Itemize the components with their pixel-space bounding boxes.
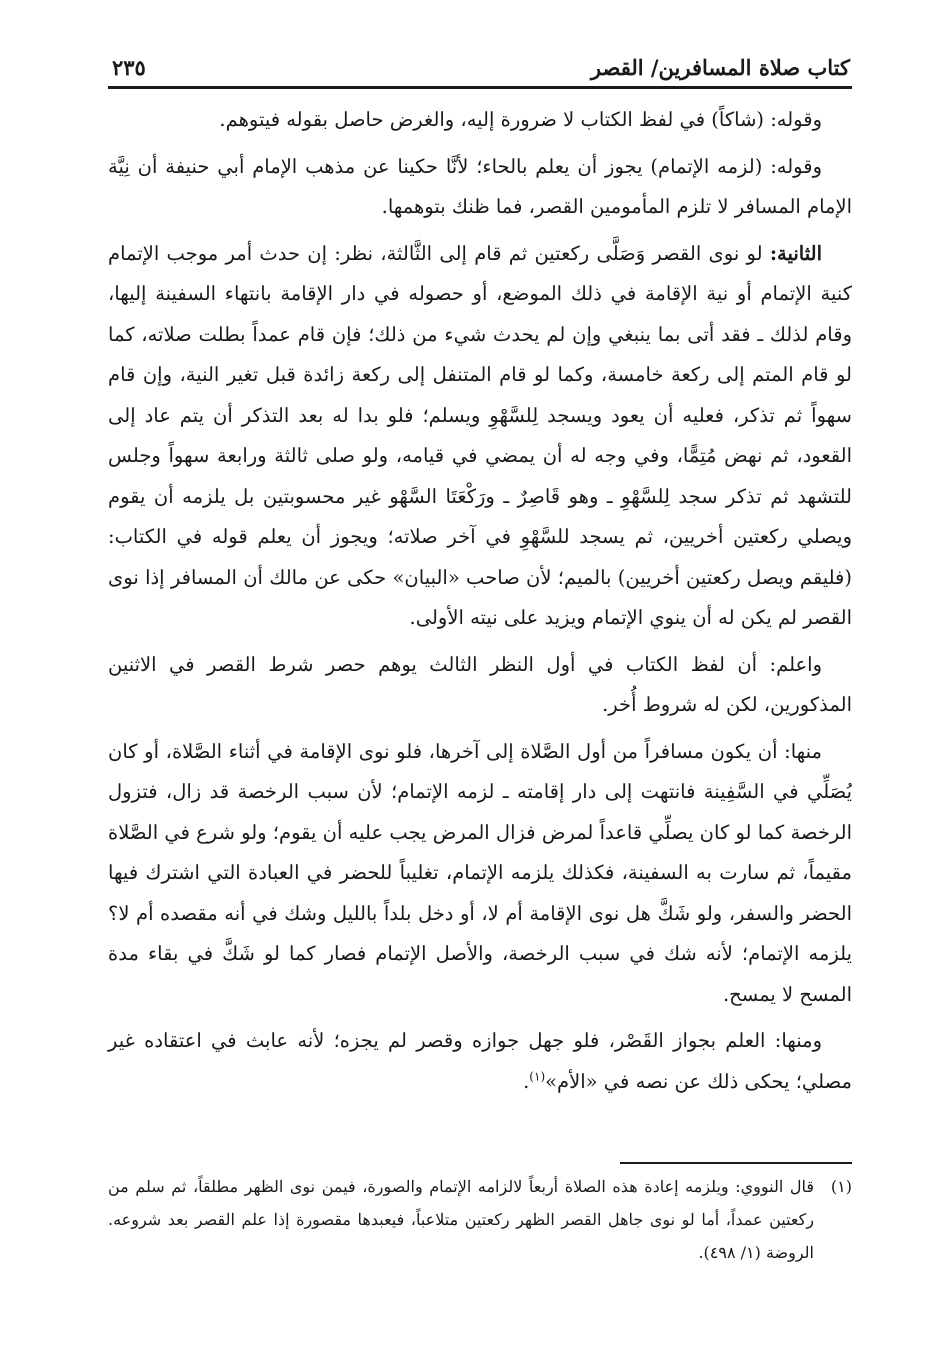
paragraph-text: وقوله: (شاكاً) في لفظ الكتاب لا ضرورة إليه، والغرض حاصل بقوله فيتوهم. (219, 108, 822, 131)
footnote-rule (620, 1162, 852, 1164)
paragraph-text: واعلم: أن لفظ الكتاب في أول النظر الثالث يوهم حصر شرط القصر في الاثنين المذكورين، لكن له شروط أُخر. (108, 652, 852, 716)
footnote-text: قال النووي: ويلزمه إعادة هذه الصلاة أربعاً لالزامه الإتمام والصورة، فيمن نوى الظهر مطلقاً، ثم سلم من ركعتين عمداً، أما لو نوى جاهل القصر الظهر ركعتين متلاعباً، فيعبدها مقصورة إذا علم القصر بعد شروعه. الروضة (١/ ٤٩٨). (108, 1177, 814, 1262)
paragraph-text: وقوله: (لزمه الإتمام) يجوز أن يعلم بالحاء؛ لأنَّا حكينا عن مذهب الإمام أبي حنيفة أن نِيَّة الإمام المسافر لا تلزم المأمومين القصر، فما ظنك بتوهمها. (108, 154, 852, 218)
running-title: كتاب صلاة المسافرين/ القصر (590, 55, 850, 80)
footnote-reference[interactable]: (١) (529, 1069, 546, 1083)
paragraph-text: لو نوى القصر وَصَلَّى ركعتين ثم قام إلى الثَّالثة، نظر: إن حدث أمر موجب الإتمام كنية الإتمام أو نية الإقامة في ذلك الموضع، أو حصوله في دار الإقامة بانتهاء السفينة إليها، وقام لذلك ـ فقد أتى بما ينبغي وإن لم يحدث شيء من ذلك؛ فإن قام عمداً بطلت صلاته، كما لو قام المتم إلى ركعة خامسة، وكما لو قام المتنفل إلى ركعة زائدة قبل تغير النية، وإن قام سهواً ثم تذكر، فعليه أن يعود ويسجد لِلسَّهْوِ ويسلم؛ فلو بدا له بعد التذكر أن يتم عاد إلى القعود، ثم نهض مُتِمًّا، وفي وجه له أن يمضي في قيامه، ولو صلى ثالثة ورابعة سهواً وجلس للتشهد ثم تذكر سجد لِلسَّهْوِ ـ وهو قَاصِرٌ ـ ورَكْعَتَا السَّهْو غير محسوبتين بل يلزمه أن يقوم ويصلي ركعتين أخريين، ثم يسجد للسَّهْوِ في آخر صلاته؛ ويجوز أن يعلم قوله في الكتاب: (فليقم ويصل ركعتين أخريين) بالميم؛ لأن صاحب «البيان» حكى عن مالك أن المسافر إذا نوى القصر لم يكن له أن ينوي الإتمام ويزيد على نيته الأولى. (108, 241, 852, 629)
section-heading: الثانية: (769, 241, 822, 265)
paragraph-text: ومنها: العلم بجواز القَصْر، فلو جهل جوازه وقصر لم يجزه؛ لأنه عابث في اعتقاده غير مصلي؛ يحكى ذلك عن نصه في «الأم» (108, 1029, 852, 1093)
footnote-marker: (١) (830, 1177, 852, 1196)
page-number: ٢٣٥ (112, 55, 146, 80)
paragraph (108, 147, 852, 228)
paragraph-tail: . (523, 1069, 530, 1093)
paragraph (108, 100, 852, 141)
paragraph (108, 645, 852, 726)
page-header (112, 40, 850, 80)
body-text (108, 100, 852, 1108)
paragraph (108, 234, 852, 639)
paragraph-text: منها: أن يكون مسافراً من أول الصَّلاة إلى آخرها، فلو نوى الإقامة في أثناء الصَّلاة، أو كان يُصَلِّي في السَّفِينة فانتهت إلى دار إقامته ـ لزمه الإتمام؛ لأن سبب الرخصة قد زال، فتزول الرخصة كما لو كان يصلِّي قاعداً لمرض فزال المرض يجب عليه أن يقوم؛ ولو شرع في الصَّلاة مقيماً، ثم سارت به السفينة، فكذلك يلزمه الإتمام، تغليباً للحضر في العبادة التي اشترك فيها الحضر والسفر، ولو شَكَّ هل نوى الإقامة أم لا، أو دخل بلداً بالليل وشك في أنه مقصده أم لا؟ يلزمه الإتمام؛ لأنه شك في سبب الرخصة، والأصل الإتمام فصار كما لو شَكَّ في بقاء مدة المسح لا يمسح. (108, 739, 852, 1006)
footnote (108, 1170, 852, 1269)
paragraph (108, 1021, 852, 1102)
header-rule (108, 86, 852, 89)
footnotes (108, 1170, 852, 1269)
paragraph (108, 732, 852, 1016)
